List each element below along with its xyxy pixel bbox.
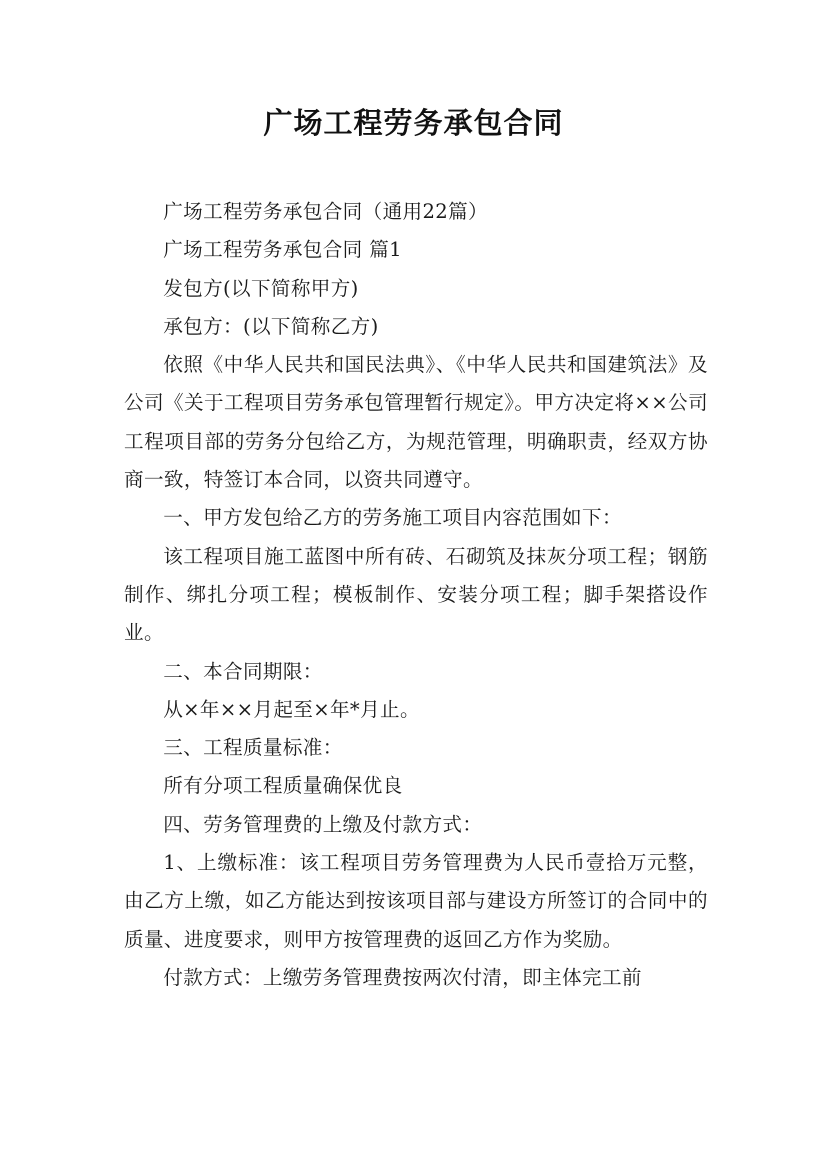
paragraph-party-b: 承包方：(以下简称乙方): [163, 314, 379, 338]
paragraph-section-heading: 广场工程劳务承包合同 篇1: [163, 238, 402, 262]
paragraph-payment-method: 付款方式：上缴劳务管理费按两次付清，即主体完工前: [163, 965, 642, 989]
document-body: [124, 193, 708, 997]
paragraph-clause-1-content: 该工程项目施工蓝图中所有砖、石砌筑及抹灰分项工程；钢筋制作、绑扎分项工程；模板制作、安装分项工程；脚手架搭设作业。: [124, 544, 708, 645]
paragraph-party-a: 发包方(以下简称甲方): [163, 276, 359, 300]
paragraph-legal-basis: 依照《中华人民共和国民法典》、《中华人民共和国建筑法》及公司《关于工程项目劳务承包管理暂行规定》。甲方决定将××公司工程项目部的劳务分包给乙方，为规范管理，明确职责，经双方协商一致，特签订本合同，以资共同遵守。: [124, 353, 708, 492]
paragraph-clause-3-heading: 三、工程质量标准：: [163, 736, 343, 760]
paragraph-clause-4-heading: 四、劳务管理费的上缴及付款方式：: [163, 812, 483, 836]
paragraph-clause-2-heading: 二、本合同期限：: [163, 659, 323, 683]
paragraph-clause-3-content: 所有分项工程质量确保优良: [163, 774, 403, 798]
paragraph-clause-2-content: 从×年××月起至×年*月止。: [163, 697, 420, 721]
document-title: 广场工程劳务承包合同: [263, 106, 564, 140]
paragraph-clause-1-heading: 一、甲方发包给乙方的劳务施工项目内容范围如下：: [163, 506, 622, 530]
paragraph-clause-4-item-1: 1、上缴标准：该工程项目劳务管理费为人民币壹拾万元整，由乙方上缴，如乙方能达到按该项目部与建设方所签订的合同中的质量、进度要求，则甲方按管理费的返回乙方作为奖励。: [124, 851, 708, 951]
paragraph-subtitle: 广场工程劳务承包合同（通用22篇）: [163, 200, 488, 223]
